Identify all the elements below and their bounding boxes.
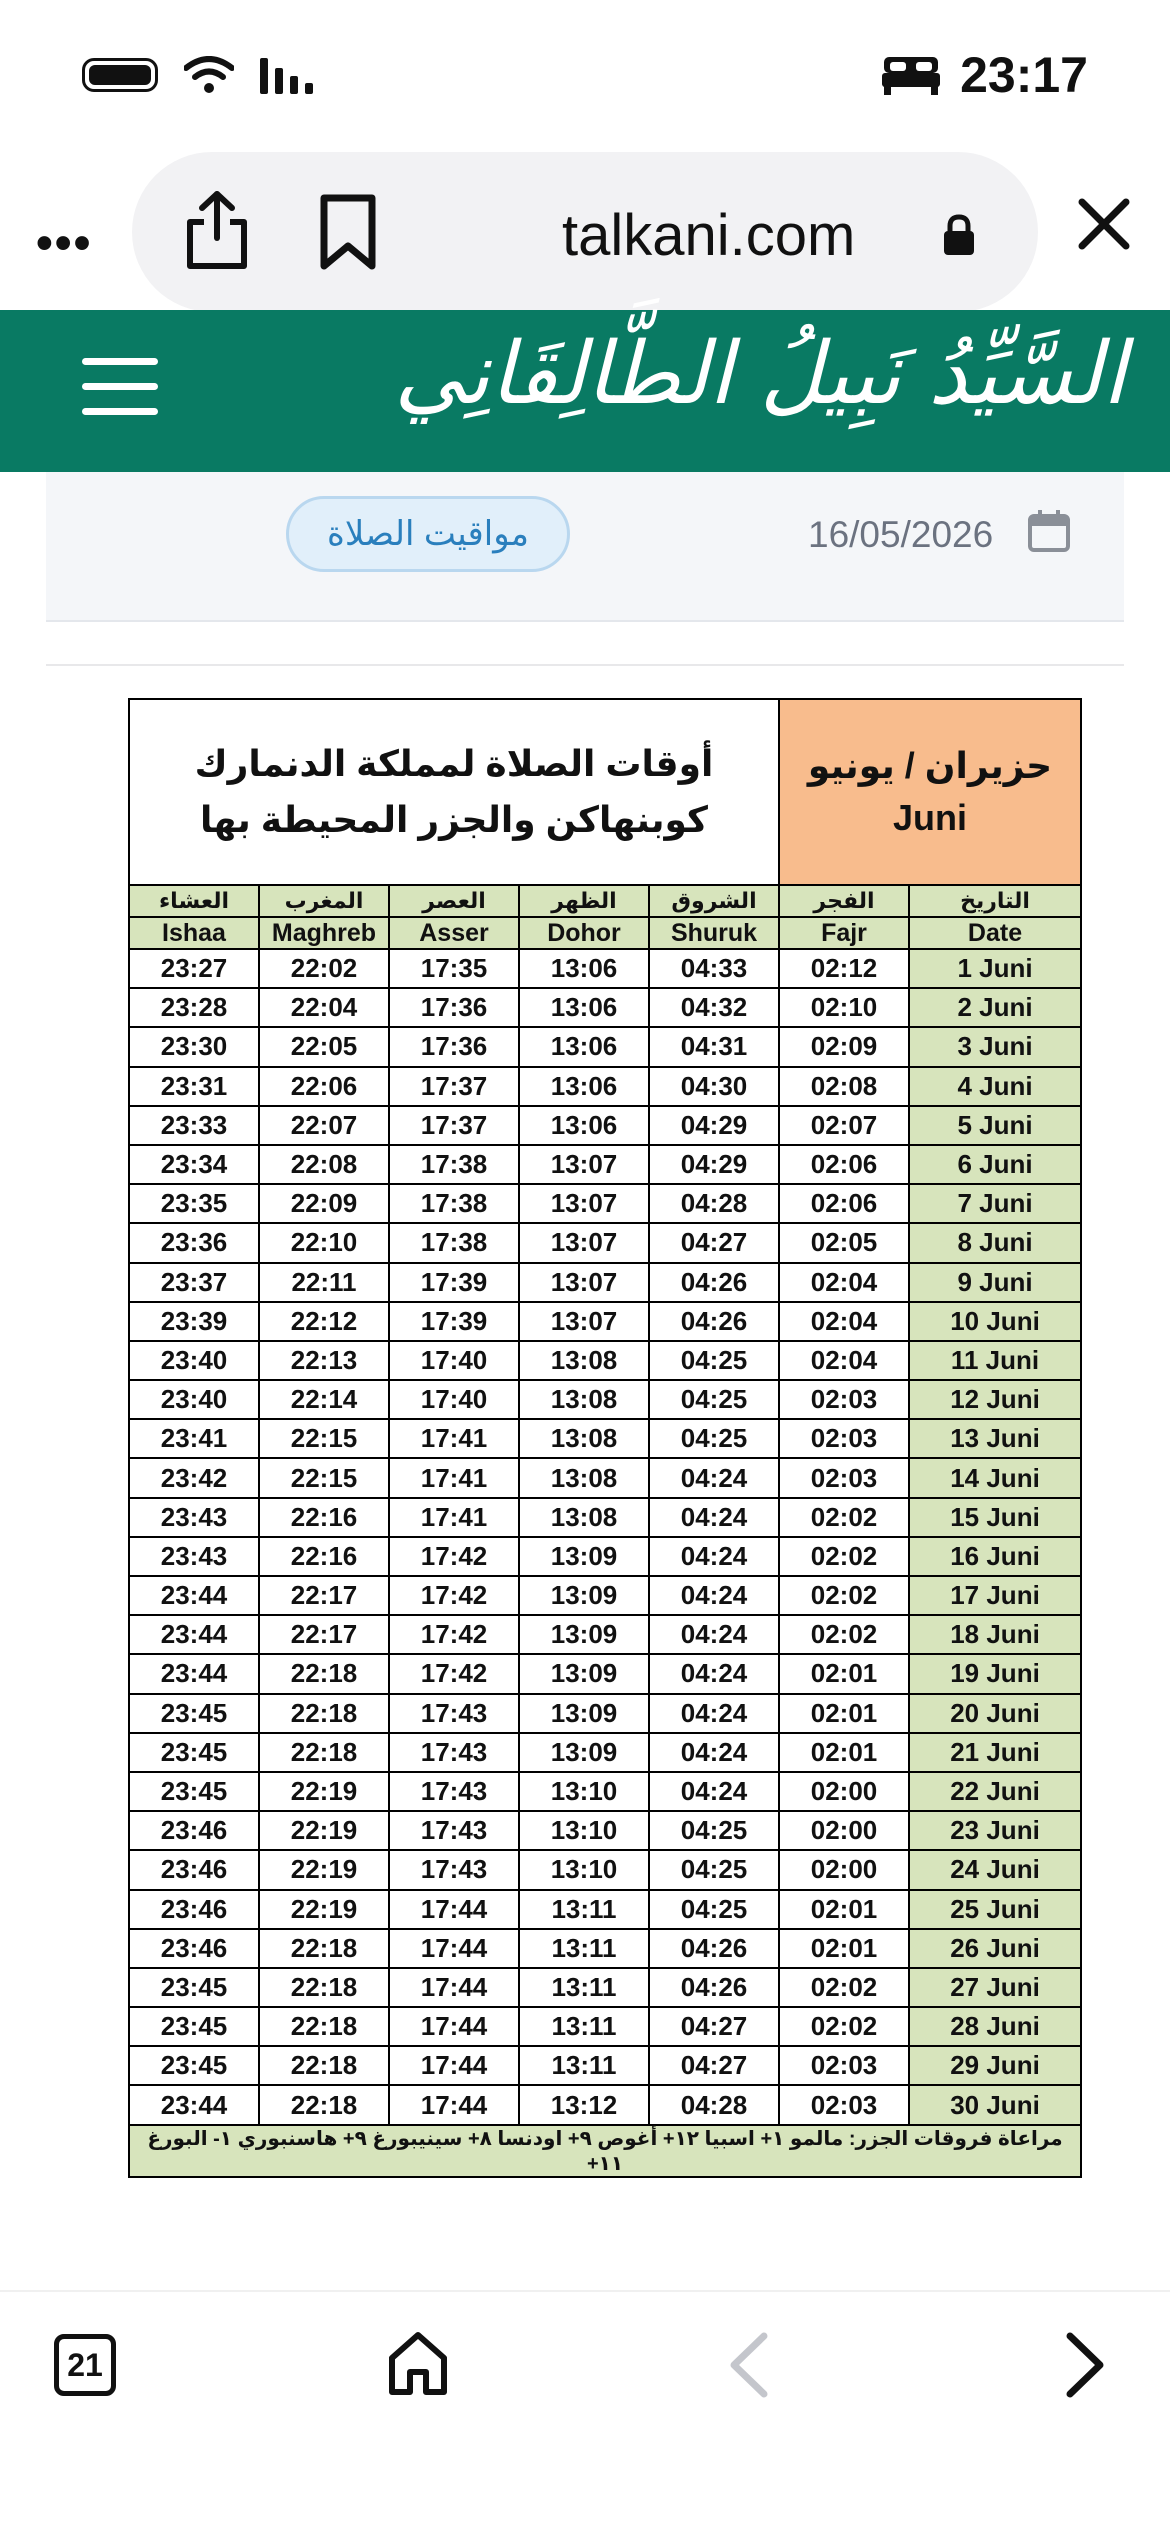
table-row xyxy=(129,1145,1081,1184)
header-fajr-ar: الفجر xyxy=(779,885,909,917)
ishaa-time: 23:41 xyxy=(129,1419,259,1458)
dohor-time: 13:06 xyxy=(519,988,649,1027)
fajr-time: 02:02 xyxy=(779,1968,909,2007)
address-bar[interactable] xyxy=(132,152,1038,312)
header-maghreb-ar: المغرب xyxy=(259,885,389,917)
table-title-line2: كوبنهاكن والجزر المحيطة بها xyxy=(200,799,708,840)
date-cell: 19 Juni xyxy=(909,1654,1081,1693)
maghreb-time: 22:18 xyxy=(259,1733,389,1772)
table-row xyxy=(129,1850,1081,1889)
dohor-time: 13:11 xyxy=(519,1929,649,1968)
fajr-time: 02:01 xyxy=(779,1694,909,1733)
header-date: Date xyxy=(909,917,1081,949)
asser-time: 17:40 xyxy=(389,1380,519,1419)
asser-time: 17:43 xyxy=(389,1850,519,1889)
table-row xyxy=(129,1223,1081,1262)
dohor-time: 13:09 xyxy=(519,1615,649,1654)
asser-time: 17:44 xyxy=(389,2007,519,2046)
dohor-time: 13:07 xyxy=(519,1184,649,1223)
dohor-time: 13:09 xyxy=(519,1576,649,1615)
month-arabic: حزيران / يونيو xyxy=(807,745,1053,786)
wifi-icon xyxy=(184,56,234,94)
dohor-time: 13:09 xyxy=(519,1733,649,1772)
dohor-time: 13:11 xyxy=(519,1968,649,2007)
fajr-time: 02:09 xyxy=(779,1027,909,1066)
shuruk-time: 04:26 xyxy=(649,1263,779,1302)
dohor-time: 13:09 xyxy=(519,1694,649,1733)
header-row-english xyxy=(129,917,1081,949)
table-row xyxy=(129,988,1081,1027)
table-row xyxy=(129,1890,1081,1929)
header-dohor: Dohor xyxy=(519,917,649,949)
share-icon[interactable] xyxy=(182,190,252,270)
table-row xyxy=(129,1654,1081,1693)
dohor-time: 13:08 xyxy=(519,1498,649,1537)
table-row xyxy=(129,1576,1081,1615)
dohor-time: 13:06 xyxy=(519,949,649,988)
maghreb-time: 22:07 xyxy=(259,1106,389,1145)
date-cell: 4 Juni xyxy=(909,1067,1081,1106)
ishaa-time: 23:34 xyxy=(129,1145,259,1184)
ishaa-time: 23:31 xyxy=(129,1067,259,1106)
ishaa-time: 23:37 xyxy=(129,1263,259,1302)
post-date: 16/05/2026 xyxy=(808,514,994,555)
asser-time: 17:37 xyxy=(389,1067,519,1106)
header-ishaa-ar: العشاء xyxy=(129,885,259,917)
asser-time: 17:43 xyxy=(389,1772,519,1811)
fajr-time: 02:02 xyxy=(779,1576,909,1615)
ishaa-time: 23:30 xyxy=(129,1027,259,1066)
shuruk-time: 04:27 xyxy=(649,2007,779,2046)
shuruk-time: 04:24 xyxy=(649,1576,779,1615)
header-row-arabic xyxy=(129,885,1081,917)
ishaa-time: 23:46 xyxy=(129,1811,259,1850)
ishaa-time: 23:42 xyxy=(129,1458,259,1497)
fajr-time: 02:03 xyxy=(779,2085,909,2124)
maghreb-time: 22:10 xyxy=(259,1223,389,1262)
maghreb-time: 22:18 xyxy=(259,1968,389,2007)
dohor-time: 13:07 xyxy=(519,1263,649,1302)
date-cell: 24 Juni xyxy=(909,1850,1081,1889)
table-row xyxy=(129,1184,1081,1223)
maghreb-time: 22:05 xyxy=(259,1027,389,1066)
maghreb-time: 22:15 xyxy=(259,1419,389,1458)
dohor-time: 13:07 xyxy=(519,1145,649,1184)
more-options-icon[interactable]: ••• xyxy=(36,217,93,270)
shuruk-time: 04:25 xyxy=(649,1850,779,1889)
ishaa-time: 23:40 xyxy=(129,1341,259,1380)
asser-time: 17:42 xyxy=(389,1537,519,1576)
shuruk-time: 04:24 xyxy=(649,1654,779,1693)
shuruk-time: 04:32 xyxy=(649,988,779,1027)
date-cell: 8 Juni xyxy=(909,1223,1081,1262)
shuruk-time: 04:29 xyxy=(649,1145,779,1184)
shuruk-time: 04:28 xyxy=(649,1184,779,1223)
table-title-line1: أوقات الصلاة لمملكة الدنمارك xyxy=(194,743,714,784)
shuruk-time: 04:25 xyxy=(649,1419,779,1458)
dohor-time: 13:08 xyxy=(519,1458,649,1497)
maghreb-time: 22:18 xyxy=(259,2085,389,2124)
forward-icon[interactable] xyxy=(1062,2332,1110,2398)
divider xyxy=(46,664,1124,666)
shuruk-time: 04:25 xyxy=(649,1341,779,1380)
dohor-time: 13:09 xyxy=(519,1537,649,1576)
table-row xyxy=(129,1027,1081,1066)
shuruk-time: 04:27 xyxy=(649,1223,779,1262)
category-badge[interactable]: مواقيت الصلاة xyxy=(286,496,570,572)
table-row xyxy=(129,1733,1081,1772)
month-english: Juni xyxy=(893,797,968,838)
date-cell: 3 Juni xyxy=(909,1027,1081,1066)
ishaa-time: 23:45 xyxy=(129,1694,259,1733)
date-cell: 14 Juni xyxy=(909,1458,1081,1497)
asser-time: 17:41 xyxy=(389,1419,519,1458)
maghreb-time: 22:11 xyxy=(259,1263,389,1302)
ishaa-time: 23:43 xyxy=(129,1498,259,1537)
status-right xyxy=(882,46,1088,104)
table-row xyxy=(129,1419,1081,1458)
date-cell: 16 Juni xyxy=(909,1537,1081,1576)
maghreb-time: 22:12 xyxy=(259,1302,389,1341)
table-row xyxy=(129,1498,1081,1537)
asser-time: 17:44 xyxy=(389,1890,519,1929)
date-cell: 21 Juni xyxy=(909,1733,1081,1772)
dohor-time: 13:10 xyxy=(519,1850,649,1889)
fajr-time: 02:00 xyxy=(779,1850,909,1889)
lock-icon xyxy=(942,214,976,256)
table-row xyxy=(129,1302,1081,1341)
fajr-time: 02:00 xyxy=(779,1772,909,1811)
date-cell: 9 Juni xyxy=(909,1263,1081,1302)
ishaa-time: 23:46 xyxy=(129,1890,259,1929)
header-maghreb: Maghreb xyxy=(259,917,389,949)
shuruk-time: 04:26 xyxy=(649,1302,779,1341)
shuruk-time: 04:25 xyxy=(649,1890,779,1929)
asser-time: 17:40 xyxy=(389,1341,519,1380)
table-row xyxy=(129,1263,1081,1302)
dohor-time: 13:11 xyxy=(519,2007,649,2046)
calendar-icon xyxy=(1026,508,1072,554)
dohor-time: 13:08 xyxy=(519,1419,649,1458)
home-icon[interactable] xyxy=(386,2330,450,2398)
table-row xyxy=(129,1106,1081,1145)
table-row xyxy=(129,1067,1081,1106)
fajr-time: 02:08 xyxy=(779,1067,909,1106)
maghreb-time: 22:19 xyxy=(259,1772,389,1811)
bookmark-icon[interactable] xyxy=(318,194,378,270)
fajr-time: 02:01 xyxy=(779,1733,909,1772)
fajr-time: 02:06 xyxy=(779,1145,909,1184)
table-row xyxy=(129,1811,1081,1850)
asser-time: 17:42 xyxy=(389,1654,519,1693)
maghreb-time: 22:08 xyxy=(259,1145,389,1184)
header-ishaa: Ishaa xyxy=(129,917,259,949)
asser-time: 17:37 xyxy=(389,1106,519,1145)
islands-note: مراعاة فروقات الجزر: مالمو ١+ اسبيا ١٢+ أغوص ٩+ اودنسا ٨+ سينيبورغ ٩+ هاسنبوري ١- البورغ ١١+ xyxy=(129,2125,1081,2177)
maghreb-time: 22:02 xyxy=(259,949,389,988)
dohor-time: 13:10 xyxy=(519,1811,649,1850)
dohor-time: 13:11 xyxy=(519,2046,649,2085)
asser-time: 17:44 xyxy=(389,1968,519,2007)
table-row xyxy=(129,1458,1081,1497)
bottom-toolbar xyxy=(0,2290,1170,2532)
dohor-time: 13:10 xyxy=(519,1772,649,1811)
date-cell: 28 Juni xyxy=(909,2007,1081,2046)
asser-time: 17:36 xyxy=(389,988,519,1027)
fajr-time: 02:01 xyxy=(779,1929,909,1968)
shuruk-time: 04:25 xyxy=(649,1811,779,1850)
maghreb-time: 22:14 xyxy=(259,1380,389,1419)
table-row xyxy=(129,1380,1081,1419)
maghreb-time: 22:17 xyxy=(259,1576,389,1615)
ishaa-time: 23:44 xyxy=(129,2085,259,2124)
dohor-time: 13:06 xyxy=(519,1027,649,1066)
dohor-time: 13:11 xyxy=(519,1890,649,1929)
maghreb-time: 22:18 xyxy=(259,1694,389,1733)
signal-icon xyxy=(260,56,320,94)
maghreb-time: 22:18 xyxy=(259,2046,389,2085)
fajr-time: 02:03 xyxy=(779,1380,909,1419)
table-row xyxy=(129,1694,1081,1733)
ishaa-time: 23:33 xyxy=(129,1106,259,1145)
ishaa-time: 23:40 xyxy=(129,1380,259,1419)
table-row xyxy=(129,1929,1081,1968)
header-asser: Asser xyxy=(389,917,519,949)
asser-time: 17:36 xyxy=(389,1027,519,1066)
shuruk-time: 04:24 xyxy=(649,1615,779,1654)
date-cell: 5 Juni xyxy=(909,1106,1081,1145)
fajr-time: 02:00 xyxy=(779,1811,909,1850)
maghreb-time: 22:15 xyxy=(259,1458,389,1497)
fajr-time: 02:03 xyxy=(779,1419,909,1458)
maghreb-time: 22:17 xyxy=(259,1615,389,1654)
ishaa-time: 23:45 xyxy=(129,1733,259,1772)
shuruk-time: 04:25 xyxy=(649,1380,779,1419)
maghreb-time: 22:19 xyxy=(259,1890,389,1929)
asser-time: 17:38 xyxy=(389,1184,519,1223)
asser-time: 17:44 xyxy=(389,2085,519,2124)
header-dohor-ar: الظهر xyxy=(519,885,649,917)
asser-time: 17:42 xyxy=(389,1576,519,1615)
asser-time: 17:39 xyxy=(389,1263,519,1302)
dohor-time: 13:07 xyxy=(519,1302,649,1341)
shuruk-time: 04:28 xyxy=(649,2085,779,2124)
ishaa-time: 23:27 xyxy=(129,949,259,988)
asser-time: 17:43 xyxy=(389,1811,519,1850)
fajr-time: 02:02 xyxy=(779,1615,909,1654)
ishaa-time: 23:44 xyxy=(129,1654,259,1693)
shuruk-time: 04:24 xyxy=(649,1772,779,1811)
date-cell: 25 Juni xyxy=(909,1890,1081,1929)
fajr-time: 02:01 xyxy=(779,1890,909,1929)
dohor-time: 13:06 xyxy=(519,1106,649,1145)
url-text[interactable]: talkani.com xyxy=(562,203,856,268)
shuruk-time: 04:26 xyxy=(649,1968,779,2007)
prayer-times-table xyxy=(128,698,1082,2178)
date-cell: 22 Juni xyxy=(909,1772,1081,1811)
shuruk-time: 04:26 xyxy=(649,1929,779,1968)
maghreb-time: 22:19 xyxy=(259,1850,389,1889)
site-logo[interactable]: السَّيِّدُ نَبِيلُ الطَّالِقَانِي xyxy=(394,324,1126,424)
ishaa-time: 23:44 xyxy=(129,1576,259,1615)
fajr-time: 02:12 xyxy=(779,949,909,988)
date-cell: 2 Juni xyxy=(909,988,1081,1027)
date-cell: 20 Juni xyxy=(909,1694,1081,1733)
shuruk-time: 04:30 xyxy=(649,1067,779,1106)
ishaa-time: 23:36 xyxy=(129,1223,259,1262)
dohor-time: 13:07 xyxy=(519,1223,649,1262)
header-fajr: Fajr xyxy=(779,917,909,949)
date-cell: 6 Juni xyxy=(909,1145,1081,1184)
menu-icon[interactable] xyxy=(82,358,158,422)
maghreb-time: 22:19 xyxy=(259,1811,389,1850)
header-asser-ar: العصر xyxy=(389,885,519,917)
table-row xyxy=(129,1772,1081,1811)
month-cell xyxy=(779,699,1081,885)
asser-time: 17:41 xyxy=(389,1498,519,1537)
table-title xyxy=(129,699,779,885)
asser-time: 17:43 xyxy=(389,1733,519,1772)
fajr-time: 02:04 xyxy=(779,1263,909,1302)
shuruk-time: 04:27 xyxy=(649,2046,779,2085)
shuruk-time: 04:29 xyxy=(649,1106,779,1145)
bed-icon xyxy=(882,55,940,95)
date-cell: 1 Juni xyxy=(909,949,1081,988)
shuruk-time: 04:24 xyxy=(649,1733,779,1772)
maghreb-time: 22:16 xyxy=(259,1537,389,1576)
asser-time: 17:35 xyxy=(389,949,519,988)
header-shuruk-ar: الشروق xyxy=(649,885,779,917)
ishaa-time: 23:45 xyxy=(129,2007,259,2046)
maghreb-time: 22:06 xyxy=(259,1067,389,1106)
ishaa-time: 23:35 xyxy=(129,1184,259,1223)
ishaa-time: 23:45 xyxy=(129,1968,259,2007)
tabs-icon[interactable]: 21 xyxy=(54,2334,116,2396)
ishaa-time: 23:46 xyxy=(129,1929,259,1968)
dohor-time: 13:09 xyxy=(519,1654,649,1693)
ishaa-time: 23:45 xyxy=(129,2046,259,2085)
site-header xyxy=(0,310,1170,472)
fajr-time: 02:06 xyxy=(779,1184,909,1223)
maghreb-time: 22:13 xyxy=(259,1341,389,1380)
fajr-time: 02:02 xyxy=(779,2007,909,2046)
asser-time: 17:44 xyxy=(389,2046,519,2085)
date-cell: 27 Juni xyxy=(909,1968,1081,2007)
clock-time: 23:17 xyxy=(960,47,1088,103)
asser-time: 17:43 xyxy=(389,1694,519,1733)
header-date-ar: التاريخ xyxy=(909,885,1081,917)
table-row xyxy=(129,949,1081,988)
dohor-time: 13:12 xyxy=(519,2085,649,2124)
date-cell: 15 Juni xyxy=(909,1498,1081,1537)
close-icon[interactable] xyxy=(1076,196,1132,252)
ishaa-time: 23:46 xyxy=(129,1850,259,1889)
fajr-time: 02:07 xyxy=(779,1106,909,1145)
maghreb-time: 22:16 xyxy=(259,1498,389,1537)
browser-toolbar xyxy=(0,140,1170,310)
date-cell: 12 Juni xyxy=(909,1380,1081,1419)
header-shuruk: Shuruk xyxy=(649,917,779,949)
back-icon[interactable] xyxy=(724,2332,772,2398)
ishaa-time: 23:28 xyxy=(129,988,259,1027)
date-cell: 13 Juni xyxy=(909,1419,1081,1458)
ishaa-time: 23:44 xyxy=(129,1615,259,1654)
status-bar xyxy=(0,0,1170,150)
table-row xyxy=(129,1537,1081,1576)
date-cell: 26 Juni xyxy=(909,1929,1081,1968)
battery-icon xyxy=(82,58,158,92)
shuruk-time: 04:24 xyxy=(649,1498,779,1537)
date-cell: 30 Juni xyxy=(909,2085,1081,2124)
ishaa-time: 23:43 xyxy=(129,1537,259,1576)
table-row xyxy=(129,2007,1081,2046)
status-icons-left xyxy=(82,56,320,94)
date-cell: 17 Juni xyxy=(909,1576,1081,1615)
date-cell: 18 Juni xyxy=(909,1615,1081,1654)
date-cell: 23 Juni xyxy=(909,1811,1081,1850)
table-row xyxy=(129,1968,1081,2007)
maghreb-time: 22:09 xyxy=(259,1184,389,1223)
shuruk-time: 04:24 xyxy=(649,1694,779,1733)
asser-time: 17:39 xyxy=(389,1302,519,1341)
shuruk-time: 04:24 xyxy=(649,1537,779,1576)
maghreb-time: 22:04 xyxy=(259,988,389,1027)
ishaa-time: 23:45 xyxy=(129,1772,259,1811)
fajr-time: 02:04 xyxy=(779,1341,909,1380)
asser-time: 17:38 xyxy=(389,1145,519,1184)
maghreb-time: 22:18 xyxy=(259,1654,389,1693)
maghreb-time: 22:18 xyxy=(259,1929,389,1968)
fajr-time: 02:01 xyxy=(779,1654,909,1693)
date-cell: 29 Juni xyxy=(909,2046,1081,2085)
fajr-time: 02:10 xyxy=(779,988,909,1027)
date-cell: 7 Juni xyxy=(909,1184,1081,1223)
fajr-time: 02:05 xyxy=(779,1223,909,1262)
table-row xyxy=(129,1615,1081,1654)
asser-time: 17:44 xyxy=(389,1929,519,1968)
fajr-time: 02:04 xyxy=(779,1302,909,1341)
table-row xyxy=(129,1341,1081,1380)
shuruk-time: 04:24 xyxy=(649,1458,779,1497)
ishaa-time: 23:39 xyxy=(129,1302,259,1341)
maghreb-time: 22:18 xyxy=(259,2007,389,2046)
fajr-time: 02:03 xyxy=(779,1458,909,1497)
table-row xyxy=(129,2085,1081,2124)
date-cell: 11 Juni xyxy=(909,1341,1081,1380)
shuruk-time: 04:31 xyxy=(649,1027,779,1066)
asser-time: 17:41 xyxy=(389,1458,519,1497)
asser-time: 17:42 xyxy=(389,1615,519,1654)
date-cell: 10 Juni xyxy=(909,1302,1081,1341)
fajr-time: 02:03 xyxy=(779,2046,909,2085)
asser-time: 17:38 xyxy=(389,1223,519,1262)
dohor-time: 13:08 xyxy=(519,1380,649,1419)
post-meta xyxy=(46,472,1124,622)
fajr-time: 02:02 xyxy=(779,1498,909,1537)
dohor-time: 13:06 xyxy=(519,1067,649,1106)
fajr-time: 02:02 xyxy=(779,1537,909,1576)
shuruk-time: 04:33 xyxy=(649,949,779,988)
dohor-time: 13:08 xyxy=(519,1341,649,1380)
table-row xyxy=(129,2046,1081,2085)
